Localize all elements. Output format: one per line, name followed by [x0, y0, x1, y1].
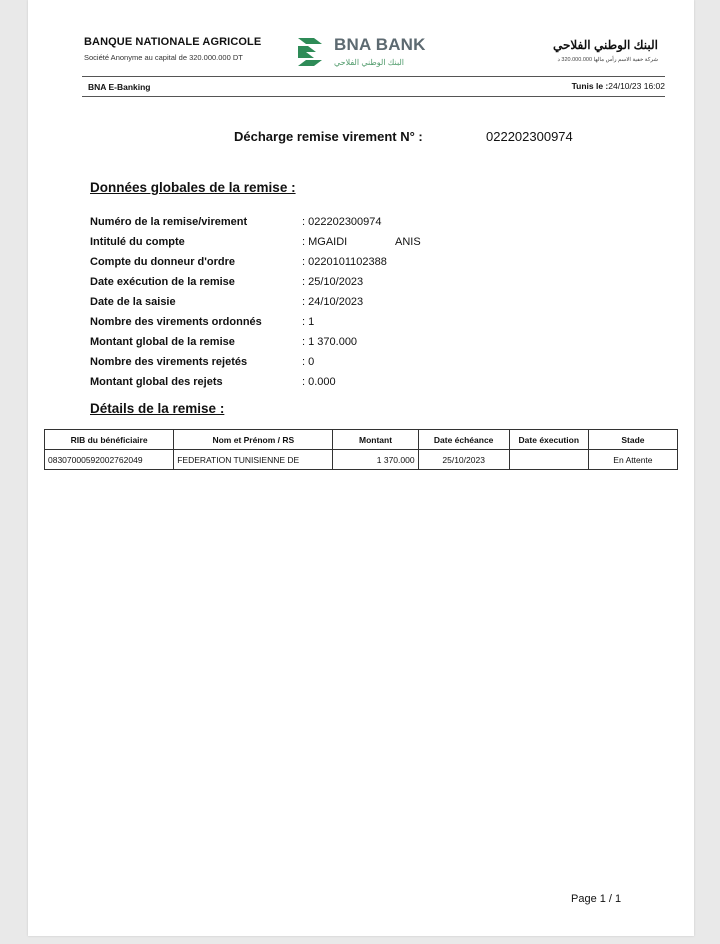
logo-text: BNA BANK: [334, 35, 426, 54]
column-header: Date échéance: [418, 430, 509, 450]
field-label: Numéro de la remise/virement: [90, 216, 248, 228]
field-label: Nombre des virements rejetés: [90, 356, 248, 368]
table-header-row: [45, 430, 678, 450]
table-cell: 25/10/2023: [418, 450, 509, 470]
table-cell: 08307000592002762049: [45, 450, 174, 470]
field-label: Compte du donneur d'ordre: [90, 256, 235, 268]
field-label: Intitulé du compte: [90, 236, 185, 248]
field-value: : 1 370.000: [302, 336, 358, 348]
details-table: [44, 429, 678, 470]
document-title: Décharge remise virement N° :: [234, 129, 423, 144]
bank-subtitle-ar: شركة خفية الاسم رأس مالها 320.000.000 د: [557, 57, 658, 63]
field-label: Nombre des virements ordonnés: [90, 316, 262, 328]
bank-subtitle-fr: Société Anonyme au capital de 320.000.000 DT: [84, 53, 243, 62]
field-label: Montant global de la remise: [90, 336, 235, 348]
remise-number: 022202300974: [486, 129, 573, 144]
table-cell: [509, 450, 588, 470]
bank-name-fr: BANQUE NATIONALE AGRICOLE: [84, 36, 262, 48]
column-header: Montant: [333, 430, 418, 450]
field-value: : 24/10/2023: [302, 296, 364, 308]
field-label: Date exécution de la remise: [90, 276, 235, 288]
logo-text-ar: البنك الوطني الفلاحي: [334, 58, 405, 67]
field-value: : 0220101102388: [302, 256, 387, 268]
bank-name-ar: البنك الوطني الفلاحي: [552, 38, 658, 52]
document-page: [28, 0, 694, 936]
table-cell: 1 370.000: [333, 450, 418, 470]
date-label: Tunis le :: [571, 81, 609, 91]
field-value-part: ANIS: [395, 236, 421, 248]
service-name: BNA E-Banking: [88, 82, 151, 92]
page-number: Page 1 / 1: [571, 893, 622, 905]
field-label: Date de la saisie: [90, 296, 176, 308]
column-header: Date éxecution: [509, 430, 588, 450]
field-value: : 1: [302, 316, 315, 328]
table-cell: FEDERATION TUNISIENNE DE: [174, 450, 333, 470]
column-header: RIB du bénéficiaire: [45, 430, 174, 450]
field-value: : 0: [302, 356, 315, 368]
section-heading-details: Détails de la remise :: [90, 401, 225, 416]
field-value: : 25/10/2023: [302, 276, 364, 288]
field-value: : 0.000: [302, 376, 336, 388]
column-header: Stade: [588, 430, 677, 450]
section-heading-global: Données globales de la remise :: [90, 180, 296, 195]
table-cell: En Attente: [588, 450, 677, 470]
column-header: Nom et Prénom / RS: [174, 430, 333, 450]
field-value: : 022202300974: [302, 216, 382, 228]
print-date: [572, 81, 665, 91]
field-label: Montant global des rejets: [90, 376, 223, 388]
field-value-part: : MGAIDI: [302, 236, 348, 248]
table-row: [45, 450, 678, 470]
field-value: [302, 236, 421, 248]
date-value: 24/10/23 16:02: [608, 81, 665, 91]
bna-logo-icon: [296, 36, 324, 68]
subheader-bar: [82, 76, 665, 97]
